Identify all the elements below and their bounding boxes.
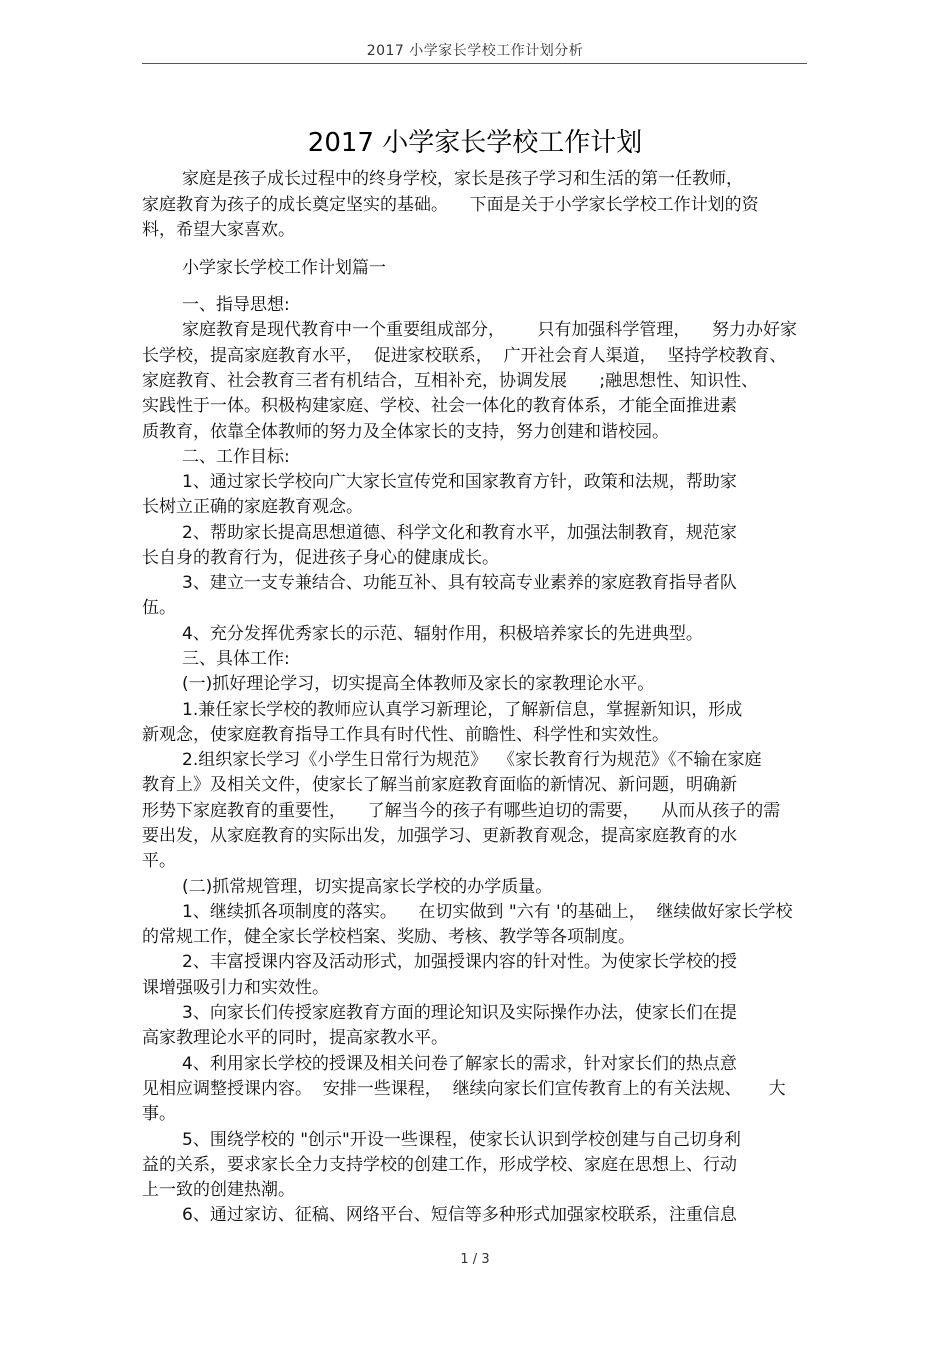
text-line: 4、利用家长学校的授课及相关问卷了解家长的需求，针对家长们的热点意 [182,1054,737,1074]
text-line: 1、通过家长学校向广大家长宣传党和国家教育方针，政策和法规，帮助家 [182,472,737,492]
text-line: 的常规工作，健全家长学校档案、奖励、考核、教学等各项制度。 [142,927,635,947]
text-line: 新观念，使家庭教育指导工作具有时代性、前瞻性、科学性和实效性。 [142,725,669,745]
text-line: 4、充分发挥优秀家长的示范、辐射作用，积极培养家长的先进典型。 [182,624,703,644]
text-line: 1.兼任家长学校的教师应认真学习新理论，了解新信息，掌握新知识，形成 [182,700,743,720]
text-line: 5、围绕学校的 "创示"开设一些课程，使家长认识到学校创建与自己切身利 [182,1130,741,1150]
text-line: 小学家长学校工作计划篇一 [182,258,386,278]
text-line: 6、通过家访、征稿、网络平台、短信等多种形式加强家校联系，注重信息 [182,1205,737,1225]
text-line: 事。 [142,1104,176,1124]
document-title: 2017 小学家长学校工作计划 [307,128,643,158]
text-line: 课增强吸引力和实效性。 [142,978,329,998]
text-line: 家庭教育、社会教育三者有机结合，互相补充，协调发展 ;融思想性、知识性、 [142,371,759,391]
text-line: 长树立正确的家庭教育观念。 [142,497,363,517]
text-line: 三、具体工作: [182,649,290,669]
page-number: 1 / 3 [460,1252,490,1267]
text-line: 长学校，提高家庭教育水平， 促进家校联系， 广开社会育人渠道， 坚持学校教育、 [142,346,787,366]
text-line: 2、帮助家长提高思想道德、科学文化和教育水平，加强法制教育，规范家 [182,523,737,543]
text-line: 高家教理论水平的同时，提高家教水平。 [142,1028,448,1048]
text-line: 3、向家长们传授家庭教育方面的理论知识及实际操作办法，使家长们在提 [182,1003,737,1023]
text-line: 2.组织家长学习《小学生日常行为规范》 《家长教育行为规范》《不输在家庭 [182,750,762,770]
text-line: 二、工作目标: [182,447,290,467]
text-line: 3、建立一支专兼结合、功能互补、具有较高专业素养的家庭教育指导者队 [182,573,737,593]
text-line: 见相应调整授课内容。 安排一些课程， 继续向家长们宣传教育上的有关法规、 大 [142,1079,786,1099]
text-line: 教育上》及相关文件，使家长了解当前家庭教育面临的新情况、新问题，明确新 [142,775,737,795]
text-line: 料，希望大家喜欢。 [142,220,295,240]
text-line: 形势下家庭教育的重要性， 了解当今的孩子有哪些迫切的需要， 从而从孩子的需 [142,801,781,821]
text-line: 家庭教育为孩子的成长奠定坚实的基础。 下面是关于小学家长学校工作计划的资 [142,195,759,215]
text-line: 伍。 [142,598,176,618]
text-line: 上一致的创建热潮。 [142,1180,295,1200]
text-line: 一、指导思想: [182,295,290,315]
text-line: 质教育，依靠全体教师的努力及全体家长的支持，努力创建和谐校园。 [142,422,669,442]
header-divider [142,63,807,64]
text-line: 长自身的教育行为，促进孩子身心的健康成长。 [142,548,499,568]
text-line: 家庭教育是现代教育中一个重要组成部分， 只有加强科学管理， 努力办好家 [182,320,798,340]
running-header: 2017 小学家长学校工作计划分析 [366,43,584,59]
text-line: 家庭是孩子成长过程中的终身学校，家长是孩子学习和生活的第一任教师， [182,169,743,189]
text-line: 平。 [142,851,176,871]
text-line: 益的关系，要求家长全力支持学校的创建工作，形成学校、家庭在思想上、行动 [142,1155,737,1175]
text-line: (一)抓好理论学习，切实提高全体教师及家长的家教理论水平。 [182,674,655,694]
text-line: (二)抓常规管理，切实提高家长学校的办学质量。 [182,877,553,897]
text-line: 实践性于一体。积极构建家庭、学校、社会一体化的教育体系，才能全面推进素 [142,396,737,416]
text-line: 2、丰富授课内容及活动形式，加强授课内容的针对性。为使家长学校的授 [182,952,737,972]
text-line: 1、继续抓各项制度的落实。 在切实做到 "六有 '的基础上， 继续做好家长学校 [182,902,793,922]
text-line: 要出发，从家庭教育的实际出发，加强学习、更新教育观念，提高家庭教育的水 [142,826,737,846]
